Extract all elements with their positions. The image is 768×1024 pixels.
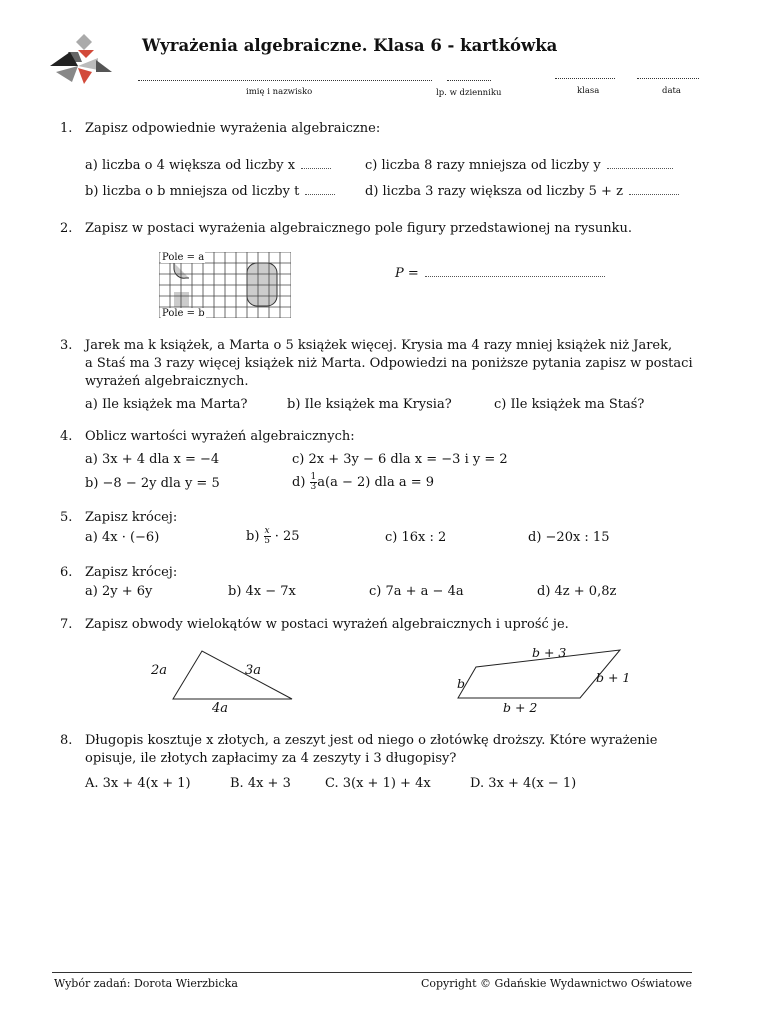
q6-b: b) 4x − 7x <box>228 584 296 599</box>
q4-d <box>292 473 434 492</box>
q5-b-fraction <box>264 527 271 546</box>
q4-number: 4. <box>60 429 73 444</box>
number-field-line[interactable] <box>447 80 491 81</box>
q1-d-answer-line[interactable] <box>629 194 679 195</box>
q1-b-answer-line[interactable] <box>305 194 335 195</box>
q7-triangle-side-bottom: 4a <box>212 701 229 716</box>
date-field-line[interactable] <box>637 78 699 79</box>
class-field-caption: klasa <box>577 86 600 96</box>
q8-line1: Długopis kosztuje x złotych, a zeszyt jest od niego o złotówkę droższy. Które wyrażenie <box>85 733 658 748</box>
q3-number: 3. <box>60 338 73 353</box>
q1-a-row <box>85 158 331 173</box>
q8-option-b[interactable]: B. 4x + 3 <box>230 776 291 791</box>
q8-line2: opisuje, ile złotych zapłacimy za 4 zeszyty i 3 długopisy? <box>85 751 457 766</box>
q1-a-answer-line[interactable] <box>301 168 331 169</box>
q1-d: d) liczba 3 razy większa od liczby 5 + z <box>365 184 623 199</box>
q1-d-row <box>365 184 679 199</box>
number-field-caption: lp. w dzienniku <box>436 88 502 98</box>
q4-d-fraction-num: 1 <box>310 472 317 482</box>
q2-answer-label: P = <box>395 266 419 281</box>
q5-number: 5. <box>60 510 73 525</box>
q4-b: b) −8 − 2y dla y = 5 <box>85 476 220 491</box>
q1-b: b) liczba o b mniejsza od liczby t <box>85 184 300 199</box>
q8-option-a[interactable]: A. 3x + 4(x + 1) <box>85 776 191 791</box>
q2-number: 2. <box>60 221 73 236</box>
q4-d-fraction-den: 3 <box>310 482 317 492</box>
q1-c: c) liczba 8 razy mniejsza od liczby y <box>365 158 601 173</box>
q5-b <box>246 527 300 546</box>
q1-text: Zapisz odpowiednie wyrażenia algebraiczne: <box>85 121 381 136</box>
q6-d: d) 4z + 0,8z <box>537 584 617 599</box>
footer-author: Wybór zadań: Dorota Wierzbicka <box>54 977 238 990</box>
q4-c: c) 2x + 3y − 6 dla x = −3 i y = 2 <box>292 452 508 467</box>
q3-line1: Jarek ma k książek, a Marta o 5 książek więcej. Krysia ma 4 razy mniej książek niż Jarek, <box>85 338 673 353</box>
q3-c: c) Ile książek ma Staś? <box>494 397 645 412</box>
q5-b-rest: · 25 <box>274 529 300 544</box>
q1-number: 1. <box>60 121 73 136</box>
q1-b-row <box>85 184 335 199</box>
q5-c: c) 16x : 2 <box>385 530 447 545</box>
q7-parallelogram-side-right: b + 1 <box>596 670 631 685</box>
q4-d-rest: a(a − 2) dla a = 9 <box>317 475 435 490</box>
q3-b: b) Ile książek ma Krysia? <box>287 397 452 412</box>
name-field-line[interactable] <box>138 80 432 81</box>
q5-d: d) −20x : 15 <box>528 530 610 545</box>
q1-a: a) liczba o 4 większa od liczby x <box>85 158 296 173</box>
name-field-caption: imię i nazwisko <box>246 87 313 97</box>
q8-option-d[interactable]: D. 3x + 4(x − 1) <box>470 776 577 791</box>
publisher-logo <box>48 32 114 88</box>
q7-triangle-side-right: 3a <box>245 663 262 678</box>
q5-text: Zapisz krócej: <box>85 510 178 525</box>
q7-number: 7. <box>60 617 73 632</box>
q6-a: a) 2y + 6y <box>85 584 153 599</box>
q2-answer-line[interactable] <box>425 276 605 277</box>
worksheet-title: Wyrażenia algebraiczne. Klasa 6 - kartkówka <box>142 36 558 55</box>
q3-line2: a Staś ma 3 razy więcej książek niż Marta. Odpowiedzi na poniższe pytania zapisz w postaci <box>85 356 693 371</box>
q7-parallelogram-side-left: b <box>457 676 466 691</box>
q7-triangle-side-left: 2a <box>151 663 168 678</box>
q5-b-fraction-den: 5 <box>264 536 270 546</box>
q7-parallelogram-side-top: b + 3 <box>532 645 567 660</box>
q3-a: a) Ile książek ma Marta? <box>85 397 248 412</box>
q2-text: Zapisz w postaci wyrażenia algebraicznego pole figury przedstawionej na rysunku. <box>85 221 632 236</box>
q7-parallelogram-side-bottom: b + 2 <box>503 700 538 715</box>
q2-label-b: Pole = b <box>162 308 205 319</box>
q2-label-a: Pole = a <box>162 252 205 263</box>
q6-text: Zapisz krócej: <box>85 565 178 580</box>
q2-answer-row <box>395 266 605 281</box>
q3-line3: wyrażeń algebraicznych. <box>85 374 249 389</box>
q7-text: Zapisz obwody wielokątów w postaci wyrażeń algebraicznych i uprość je. <box>85 617 569 632</box>
footer-rule <box>52 972 692 973</box>
q7-triangle <box>170 648 296 702</box>
footer-copyright: Copyright © Gdańskie Wydawnictwo Oświatowe <box>420 977 692 990</box>
date-field-caption: data <box>662 86 681 96</box>
q6-c: c) 7a + a − 4a <box>369 584 464 599</box>
q5-b-prefix: b) <box>246 529 260 544</box>
q4-d-prefix: d) <box>292 475 306 490</box>
q1-c-row <box>365 158 673 173</box>
q8-number: 8. <box>60 733 73 748</box>
q8-option-c[interactable]: C. 3(x + 1) + 4x <box>325 776 431 791</box>
q6-number: 6. <box>60 565 73 580</box>
q4-a: a) 3x + 4 dla x = −4 <box>85 452 220 467</box>
q4-text: Oblicz wartości wyrażeń algebraicznych: <box>85 429 355 444</box>
class-field-line[interactable] <box>555 78 615 79</box>
q5-b-fraction-num: x <box>264 526 270 536</box>
q5-a: a) 4x · (−6) <box>85 530 160 545</box>
q1-c-answer-line[interactable] <box>607 168 673 169</box>
